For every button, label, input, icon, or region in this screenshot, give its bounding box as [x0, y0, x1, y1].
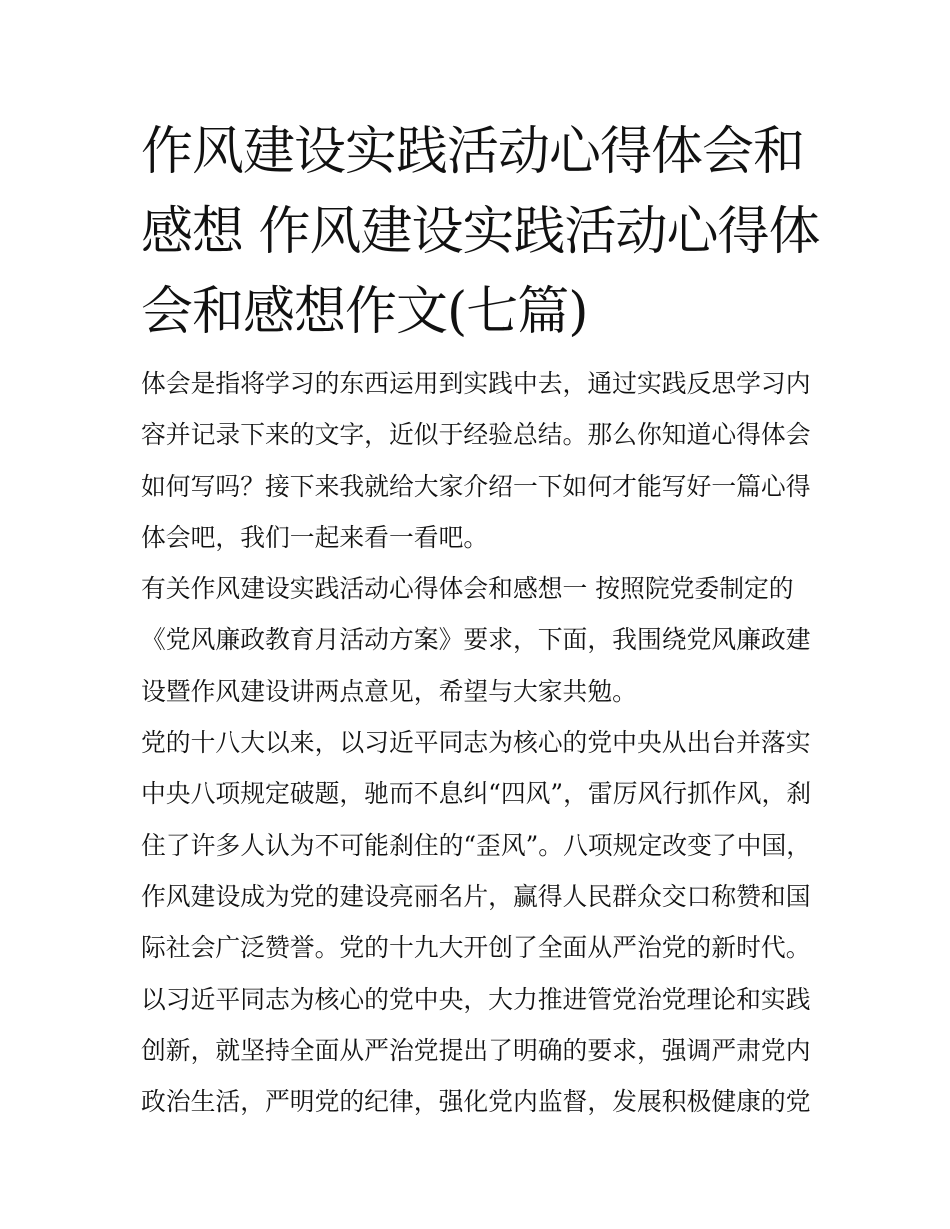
text-line: 作风建设成为党的建设亮丽名片，赢得人民群众交口称赞和国 [141, 881, 811, 911]
text-line: 中央八项规定破题，驰而不息纠“四风”，雷厉风行抓作风，刹 [141, 779, 812, 809]
paragraph-intro [141, 358, 813, 563]
title-line: 作风建设实践活动心得体会和 [141, 122, 805, 182]
document-title [141, 112, 820, 352]
title-line: 会和感想作文(七篇) [141, 282, 588, 342]
text-line: 党的十八大以来，以习近平同志为核心的党中央从出台并落实 [141, 728, 811, 758]
text-line: 政治生活，严明党的纪律，强化党内监督，发展积极健康的党 [141, 1087, 811, 1117]
text-line: 设暨作风建设讲两点意见，希望与大家共勉。 [141, 676, 637, 706]
text-line: 如何写吗？接下来我就给大家介绍一下如何才能写好一篇心得 [141, 471, 811, 501]
text-line: 住了许多人认为不可能刹住的“歪风”。八项规定改变了中国， [141, 830, 812, 860]
text-line: 《党风廉政教育月活动方案》要求，下面，我围绕党风廉政建 [141, 625, 811, 655]
text-line: 容并记录下来的文字，近似于经验总结。那么你知道心得体会 [141, 420, 811, 450]
text-line: 有关作风建设实践活动心得体会和感想一 按照院党委制定的 [141, 574, 794, 604]
text-line: 际社会广泛赞誉。党的十九大开创了全面从严治党的新时代。 [141, 933, 811, 963]
text-line: 体会吧，我们一起来看一看吧。 [141, 522, 489, 552]
text-line: 体会是指将学习的东西运用到实践中去，通过实践反思学习内 [141, 369, 811, 398]
title-line: 感想 作风建设实践活动心得体 [141, 202, 820, 262]
text-line: 以习近平同志为核心的党中央，大力推进管党治党理论和实践 [141, 984, 811, 1014]
document-content [141, 112, 820, 1127]
paragraph-section-one [141, 563, 813, 717]
text-line: 创新，就坚持全面从严治党提出了明确的要求，强调严肃党内 [141, 1035, 811, 1065]
document-body [141, 358, 813, 1127]
paragraph-party-history [141, 717, 813, 1127]
